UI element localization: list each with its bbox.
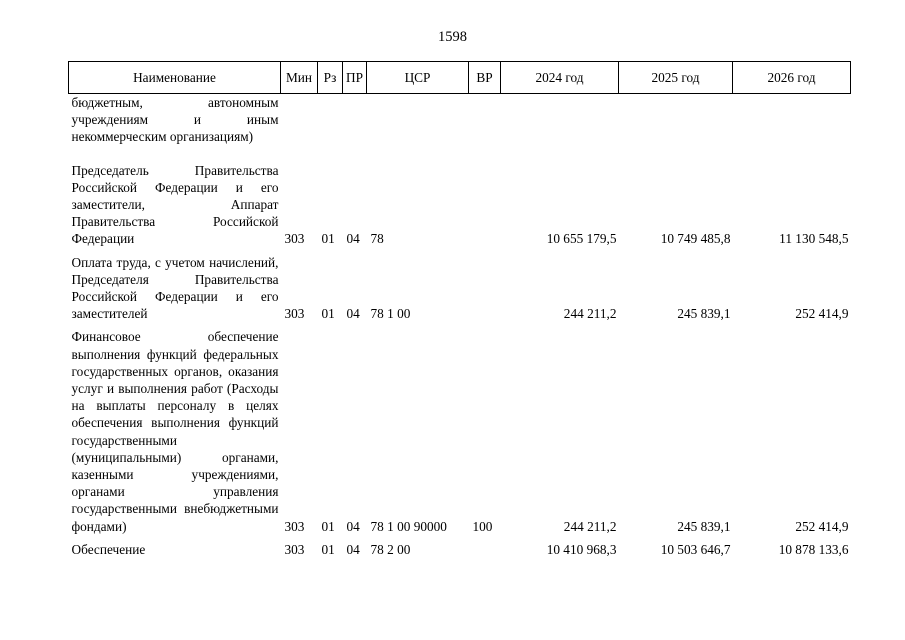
table-row xyxy=(69,328,851,540)
row-2026: 11 130 548,5 xyxy=(779,231,849,247)
row-name: Председатель Правительства Российской Федерации и его заместители, Аппарат Правительства Российской Федерации xyxy=(71,162,279,247)
table-row xyxy=(69,94,851,152)
table-row xyxy=(69,254,851,329)
row-pr xyxy=(343,94,367,152)
header-pr: ПР xyxy=(343,62,367,94)
row-2025 xyxy=(619,94,733,152)
row-2025: 245 839,1 xyxy=(677,306,731,322)
row-2026: 10 878 133,6 xyxy=(778,541,849,557)
row-csr xyxy=(367,94,469,152)
row-rz: 01 xyxy=(321,306,335,322)
row-csr: 78 1 00 90000 xyxy=(370,518,447,534)
row-vr xyxy=(469,254,501,329)
header-rz: Рз xyxy=(318,62,343,94)
header-min: Мин xyxy=(281,62,318,94)
row-2024 xyxy=(501,94,619,152)
row-pr: 04 xyxy=(346,306,360,322)
row-2024: 10 410 968,3 xyxy=(546,541,617,557)
row-2024: 244 211,2 xyxy=(563,306,617,322)
row-csr: 78 xyxy=(370,231,384,247)
header-2024: 2024 год xyxy=(501,62,619,94)
row-min: 303 xyxy=(284,541,305,557)
row-min: 303 xyxy=(284,231,305,247)
header-vr: ВР xyxy=(469,62,501,94)
header-name: Наименование xyxy=(69,62,281,94)
row-name: Обеспечение xyxy=(71,541,146,557)
table-header-row xyxy=(69,62,851,94)
row-2024: 10 655 179,5 xyxy=(546,231,617,247)
page-number: 1598 xyxy=(438,29,467,45)
header-csr: ЦСР xyxy=(367,62,469,94)
budget-table xyxy=(68,61,851,558)
row-name: бюджетным, автономным учреждениям и иным некоммерческим организациям) xyxy=(71,95,279,145)
row-2026: 252 414,9 xyxy=(795,306,849,322)
table-row xyxy=(69,541,851,558)
row-min: 303 xyxy=(284,518,305,534)
header-2025: 2025 год xyxy=(619,62,733,94)
header-2026: 2026 год xyxy=(733,62,851,94)
row-min: 303 xyxy=(284,306,305,322)
row-csr: 78 1 00 xyxy=(370,306,411,322)
row-2025: 10 503 646,7 xyxy=(660,541,731,557)
row-rz xyxy=(318,94,343,152)
row-2026 xyxy=(733,94,851,152)
row-2024: 244 211,2 xyxy=(563,518,617,534)
row-name: Финансовое обеспечение выполнения функций федеральных государственных органов, оказания услуг и выполнения работ (Расходы на выплаты персоналу в целях обеспечения выполнения функций государственными (муниципальными) органами, казенными учреждениями, органами управления государственными внебюджетными фондами) xyxy=(71,329,279,534)
row-rz: 01 xyxy=(321,541,335,557)
row-pr: 04 xyxy=(346,231,360,247)
row-vr xyxy=(469,541,501,558)
row-pr: 04 xyxy=(346,541,360,557)
row-min xyxy=(281,94,318,152)
row-2025: 10 749 485,8 xyxy=(660,231,731,247)
row-vr: 100 xyxy=(472,518,493,534)
row-pr: 04 xyxy=(346,518,360,534)
row-2026: 252 414,9 xyxy=(795,518,849,534)
row-name: Оплата труда, с учетом начислений, Председателя Правительства Российской Федерации и его заместителей xyxy=(71,254,279,322)
table-row xyxy=(69,152,851,254)
row-2025: 245 839,1 xyxy=(677,518,731,534)
row-vr xyxy=(469,152,501,254)
row-rz: 01 xyxy=(321,231,335,247)
row-csr: 78 2 00 xyxy=(370,541,411,557)
row-vr xyxy=(469,94,501,152)
row-rz: 01 xyxy=(321,518,335,534)
